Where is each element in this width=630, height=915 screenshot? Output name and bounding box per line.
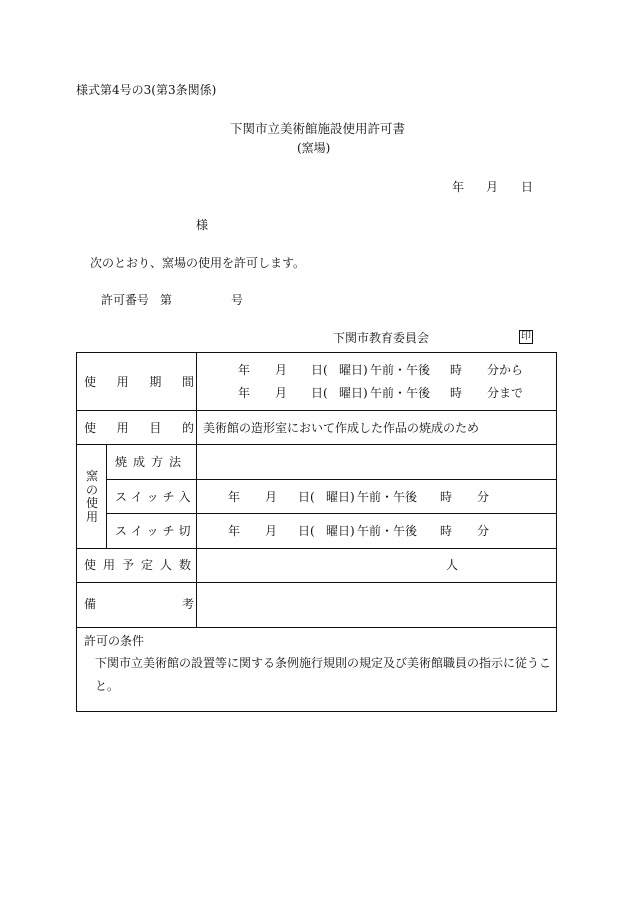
addressee-suffix: 様: [196, 218, 209, 232]
permit-number-prefix: 第: [160, 293, 173, 307]
period-to-day: 日(: [311, 386, 328, 400]
people-label: 使用予定人数: [84, 558, 199, 572]
period-from-ampm: 午前・午後: [370, 363, 431, 377]
period-to-minute: 分まで: [487, 386, 524, 400]
document-title: 下関市立美術館施設使用許可書: [230, 121, 406, 136]
kiln-group-label: 窯 の 使 用: [86, 469, 99, 524]
period-to-ampm: 午前・午後: [370, 386, 431, 400]
switch-on-weekday: 曜日): [326, 490, 355, 504]
switch-on-hour: 時: [440, 490, 453, 504]
switch-on-year: 年: [228, 490, 241, 504]
date-day-label: 日: [521, 180, 534, 194]
date-year-label: 年: [452, 180, 465, 194]
switch-off-label: スイッチ切: [115, 524, 195, 538]
people-unit: 人: [446, 558, 459, 572]
kiln-method-label: 焼成方法: [115, 455, 188, 469]
switch-off-ampm: 午前・午後: [357, 524, 418, 538]
period-from-day: 日(: [311, 363, 328, 377]
switch-off-year: 年: [228, 524, 241, 538]
permit-number-label: 許可番号: [101, 293, 150, 307]
permit-number-suffix: 号: [231, 293, 244, 307]
switch-on-label: スイッチ入: [115, 490, 195, 504]
remarks-label: 備 考: [84, 597, 194, 611]
switch-off-day: 日(: [298, 524, 315, 538]
conditions-text-line1: 下関市立美術館の設置等に関する条例施行規則の規定及び美術館職員の指示に従うこ: [95, 656, 552, 670]
switch-on-ampm: 午前・午後: [357, 490, 418, 504]
permit-table: [76, 352, 557, 712]
period-from-minute: 分から: [487, 363, 524, 377]
switch-off-hour: 時: [440, 524, 453, 538]
purpose-label: 使 用 目 的: [84, 421, 194, 435]
document-subtitle: (窯場): [297, 141, 331, 155]
period-to-year: 年: [238, 386, 251, 400]
switch-on-minute: 分: [477, 490, 490, 504]
switch-off-month: 月: [265, 524, 278, 538]
form-number: 様式第4号の3(第3条関係): [76, 83, 217, 97]
switch-off-minute: 分: [477, 524, 490, 538]
conditions-label: 許可の条件: [84, 634, 145, 648]
switch-off-weekday: 曜日): [326, 524, 355, 538]
period-to-month: 月: [275, 386, 288, 400]
switch-on-month: 月: [265, 490, 278, 504]
issuer-name: 下関市教育委員会: [333, 331, 430, 345]
period-label: 使 用 期 間: [84, 375, 194, 389]
date-month-label: 月: [486, 180, 499, 194]
period-to-weekday: 曜日): [339, 386, 368, 400]
conditions-text-line2: と。: [95, 679, 120, 693]
period-from-month: 月: [275, 363, 288, 377]
period-from-hour: 時: [450, 363, 463, 377]
period-from-year: 年: [238, 363, 251, 377]
period-to-hour: 時: [450, 386, 463, 400]
switch-on-day: 日(: [298, 490, 315, 504]
purpose-value: 美術館の造形室において作成した作品の焼成のため: [203, 421, 480, 435]
period-from-weekday: 曜日): [339, 363, 368, 377]
intro-text: 次のとおり、窯場の使用を許可します。: [90, 256, 306, 270]
seal-mark: 印: [521, 331, 531, 342]
